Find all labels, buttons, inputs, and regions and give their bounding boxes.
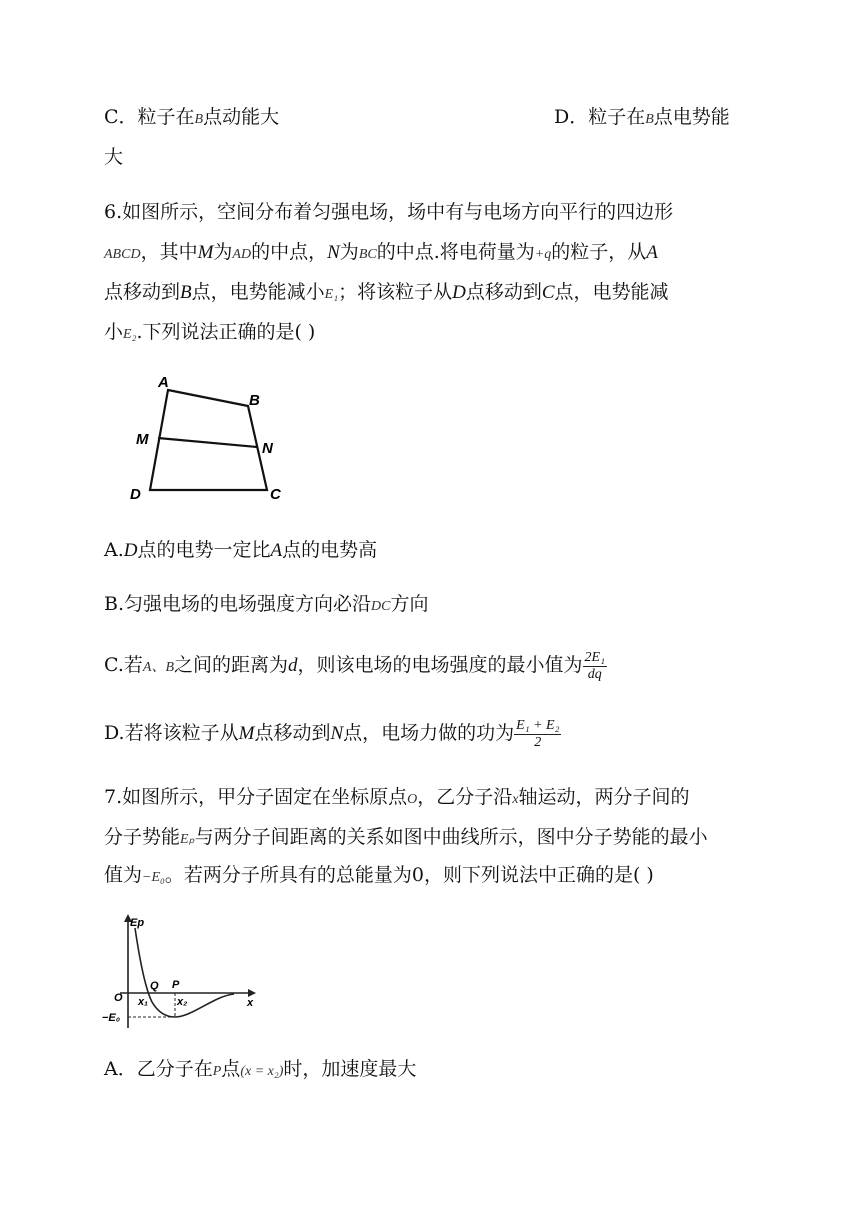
label-b: B [249,392,260,409]
q7-stem-line-3 [104,861,654,892]
q6-text: ，其中 [140,241,198,263]
q7-option-a-text: 时，加速度最大 [283,1058,417,1080]
q6-option-b-text: 方向 [390,593,429,615]
q6-option-a-text: 点的电势高 [282,539,378,561]
q7-text: 与两分子间距离的关系如图中曲线所示，图中分子势能的最小 [194,826,708,848]
q5-option-c-suffix: 点动能大 [203,106,280,128]
q6-option-c [104,645,607,688]
q6-text: 为 [339,241,359,263]
q6-text: 小 [104,321,124,343]
q7-text: ，乙分子沿 [417,786,513,808]
q7-option-a-condition: (x = x₂) [240,1064,284,1079]
q7-origin: O [407,792,418,807]
q6-point-b: B [180,282,192,303]
q6-option-c-points: A、B [142,660,175,675]
q7-option-a [104,1055,416,1086]
q6-option-d-point-m: M [238,723,255,744]
q6-stem-line-3 [104,278,669,309]
q6-option-d-text: 点移动到 [254,722,331,744]
q5-option-d-suffix: 点电势能 [653,106,730,128]
q6-text: ；将该粒子从 [338,281,453,303]
x-axis-arrow-icon [248,989,256,997]
q6-stem-line-2 [104,238,658,269]
q6-charge: +q [534,247,552,262]
q6-option-b-segment: DC [371,599,391,614]
q6-text: 为 [213,241,233,263]
label-m: M [136,431,149,448]
q6-quadrilateral-figure [120,365,290,510]
q5-option-c-prefix: C．粒子在 [104,106,195,128]
label-ep: Ep [130,917,145,929]
q6-option-a-text: 点的电势一定比 [137,539,271,561]
label-o: O [114,992,123,1004]
q6-option-d-point-n: N [330,723,344,744]
q6-text: 的粒子，从 [551,241,647,263]
q5-option-d-var: B [645,112,654,127]
q6-text: 点，电势能减小 [191,281,325,303]
q7-option-a-text: 点 [221,1058,241,1080]
label-a: A [158,374,169,391]
q5-option-d-prefix: D．粒子在 [554,106,646,128]
q6-option-c-text: 之间的距离为 [174,654,289,676]
q6-stem-line-1: 6.如图所示，空间分布着匀强电场，场中有与电场方向平行的四边形 [104,201,674,223]
q6-text: 点移动到 [104,281,181,303]
q6-text: 的中点.将电荷量为 [376,241,535,263]
fraction-numerator: E₁ + E₂ [516,717,560,733]
fraction-denominator: 2 [534,734,542,750]
q5-option-d-wrap: 大 [104,146,124,168]
q6-point-c: C [541,282,555,303]
fraction-denominator: dq [587,666,602,682]
q6-option-c-text: ，则该电场的电场强度的最小值为 [297,654,583,676]
q6-option-d-text: 点，电场力做的功为 [343,722,515,744]
q7-text: 。若两分子所具有的总能量为0，则下列说法中正确的是( ) [164,864,654,886]
label-e0: −E₀ [102,1012,121,1024]
q6-option-b-text: B.匀强电场的电场强度方向必沿 [104,593,372,615]
q5-option-c [104,103,279,134]
q7-stem-line-1 [104,783,690,814]
label-n: N [262,440,273,457]
q6-segment-ad: AD [232,247,252,262]
q7-option-a-text: A．乙分子在 [104,1058,213,1080]
q6-option-a-text: A. [104,539,124,561]
q7-axis-x: x [512,792,519,807]
q7-potential-energy: Eₚ [180,832,195,847]
q6-text: 点移动到 [465,281,542,303]
q6-energy-e1: E₁ [324,287,339,302]
label-x: x [247,997,254,1009]
q7-stem-line-2 [104,823,708,854]
q6-text: .下列说法正确的是( ) [136,321,316,343]
q6-option-c-text: C.若 [104,654,143,676]
q6-text: 点，电势能减 [554,281,669,303]
q6-option-a-point-a: A [270,540,283,561]
q6-text: 的中点， [251,241,328,263]
q6-point-n: N [327,242,340,263]
q6-energy-e2: E₂ [123,327,137,342]
q6-point-d: D [452,282,466,303]
q6-option-d [104,713,561,754]
q6-quad-name: ABCD [104,247,141,262]
q5-option-c-var: B [194,112,204,127]
q6-option-c-distance: d [288,655,298,676]
label-d: D [130,486,141,503]
label-c: C [270,486,281,503]
q6-option-a [104,536,377,565]
q7-text: 值为 [104,864,143,886]
label-x1: x₁ [138,996,148,1008]
q7-option-a-point: P [212,1064,222,1079]
label-x2: x₂ [177,996,188,1008]
q6-option-a-point-d: D [123,540,138,561]
q6-stem-line-4 [104,318,315,349]
q6-point-m: M [197,242,214,263]
label-p: P [172,979,180,991]
q6-option-c-fraction [583,650,607,683]
q6-point-a: A [646,242,658,263]
q6-option-d-fraction [514,718,561,751]
q6-option-b [104,590,428,621]
label-q: Q [150,980,159,992]
q5-option-d [554,103,730,134]
q7-min-energy: −E₀ [142,870,165,885]
q6-segment-bc: BC [358,247,377,262]
q7-potential-energy-graph [102,910,262,1032]
fraction-numerator: 2E₁ [584,649,605,665]
q7-text: 分子势能 [104,826,181,848]
q7-text: 轴运动，两分子间的 [518,786,690,808]
q6-option-d-text: D.若将该粒子从 [104,722,239,744]
segment-mn [158,438,257,447]
q7-text: 7.如图所示，甲分子固定在坐标原点 [104,786,408,808]
